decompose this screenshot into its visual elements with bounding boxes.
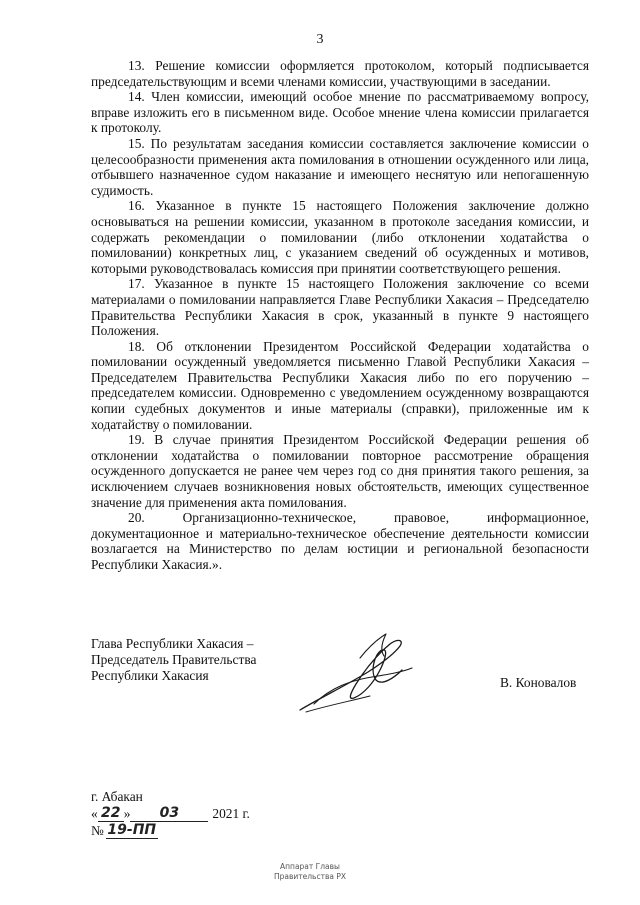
- document-number-prefix: №: [91, 823, 104, 838]
- signatory-position-line: Республики Хакасия: [91, 668, 209, 683]
- date-quote-open: «: [91, 806, 98, 821]
- paragraph-16: 16. Указанное в пункте 15 настоящего Положения заключение должно основываться на решении комиссии, указанном в протоколе заседания комиссии, и содержать рекомендации о помиловании (либо отклонении ходатайства о помиловании) конкретных лиц, с указанием сведений об осужденных и мотивов, которыми руководствовалась комиссия при принятии соответствующего решения.: [91, 198, 589, 276]
- document-number: 19-ПП: [107, 822, 157, 838]
- paragraph-15: 15. По результатам заседания комиссии составляется заключение комиссии о целесообразности применения акта помилования в отношении осужденного или лица, отбывшего назначенное судом наказание и имеющего неснятую или непогашенную судимость.: [91, 135, 589, 198]
- date-quote-close: »: [123, 806, 131, 821]
- date-year: 2021 г.: [212, 806, 250, 821]
- stamp-line: Аппарат Главы: [280, 862, 340, 871]
- signatory-position-line: Председатель Правительства: [91, 652, 257, 667]
- signatory-name: В. Коновалов: [500, 675, 577, 690]
- paragraph-14: 14. Член комиссии, имеющий особое мнение по рассматриваемому вопросу, вправе изложить его в письменном виде. Особое мнение члена комиссии прилагается к протоколу.: [91, 89, 589, 136]
- office-stamp: [255, 862, 365, 882]
- date-line: [91, 805, 250, 822]
- paragraph-17: 17. Указанное в пункте 15 настоящего Положения заключение со всеми материалами о помиловании направляется Главе Республики Хакасия – Председателю Правительства Республики Хакасия в срок, указанный в пункте 9 настоящего Положения.: [91, 276, 589, 339]
- paragraph-13: 13. Решение комиссии оформляется протоколом, который подписывается председательствующим и всеми членами комиссии, участвующими в заседании.: [91, 58, 589, 89]
- page-number: 3: [316, 32, 324, 47]
- city: г. Абакан: [91, 789, 143, 804]
- signatory-position: [91, 636, 256, 684]
- handwritten-signature: [290, 628, 420, 718]
- paragraph-20: 20. Организационно-техническое, правовое, информационное, документационное и материально-техническое обеспечение деятельности комиссии возлагается на Министерство по делам юстиции и региональной безопасности Республики Хакасия.».: [91, 510, 589, 572]
- stamp-line: Правительства РХ: [273, 872, 347, 881]
- signatory-position-line: Глава Республики Хакасия –: [91, 636, 254, 651]
- paragraph-19: 19. В случае принятия Президентом Российской Федерации решения об отклонении ходатайства о помиловании повторное рассмотрение обращения осужденного допускается не ранее чем через год со дня принятия такого решения, за исключением случаев возникновения новых обстоятельств, имеющих существенное значение для применения акта помилования.: [91, 432, 589, 510]
- date-day: 22: [98, 806, 124, 822]
- document-number-line: [91, 822, 250, 839]
- document-body: [91, 58, 589, 573]
- place-and-date: [91, 788, 250, 839]
- date-month: 03: [130, 806, 208, 822]
- paragraph-18: 18. Об отклонении Президентом Российской Федерации ходатайства о помиловании осужденный уведомляется письменно Главой Республики Хакасия – Председателем Правительства Республики Хакасия либо по его поручению – председателем комиссии. Одновременно с уведомлением осужденному возвращаются копии судебных документов и иные материалы (справки), приложенные им к ходатайству о помиловании.: [91, 338, 589, 432]
